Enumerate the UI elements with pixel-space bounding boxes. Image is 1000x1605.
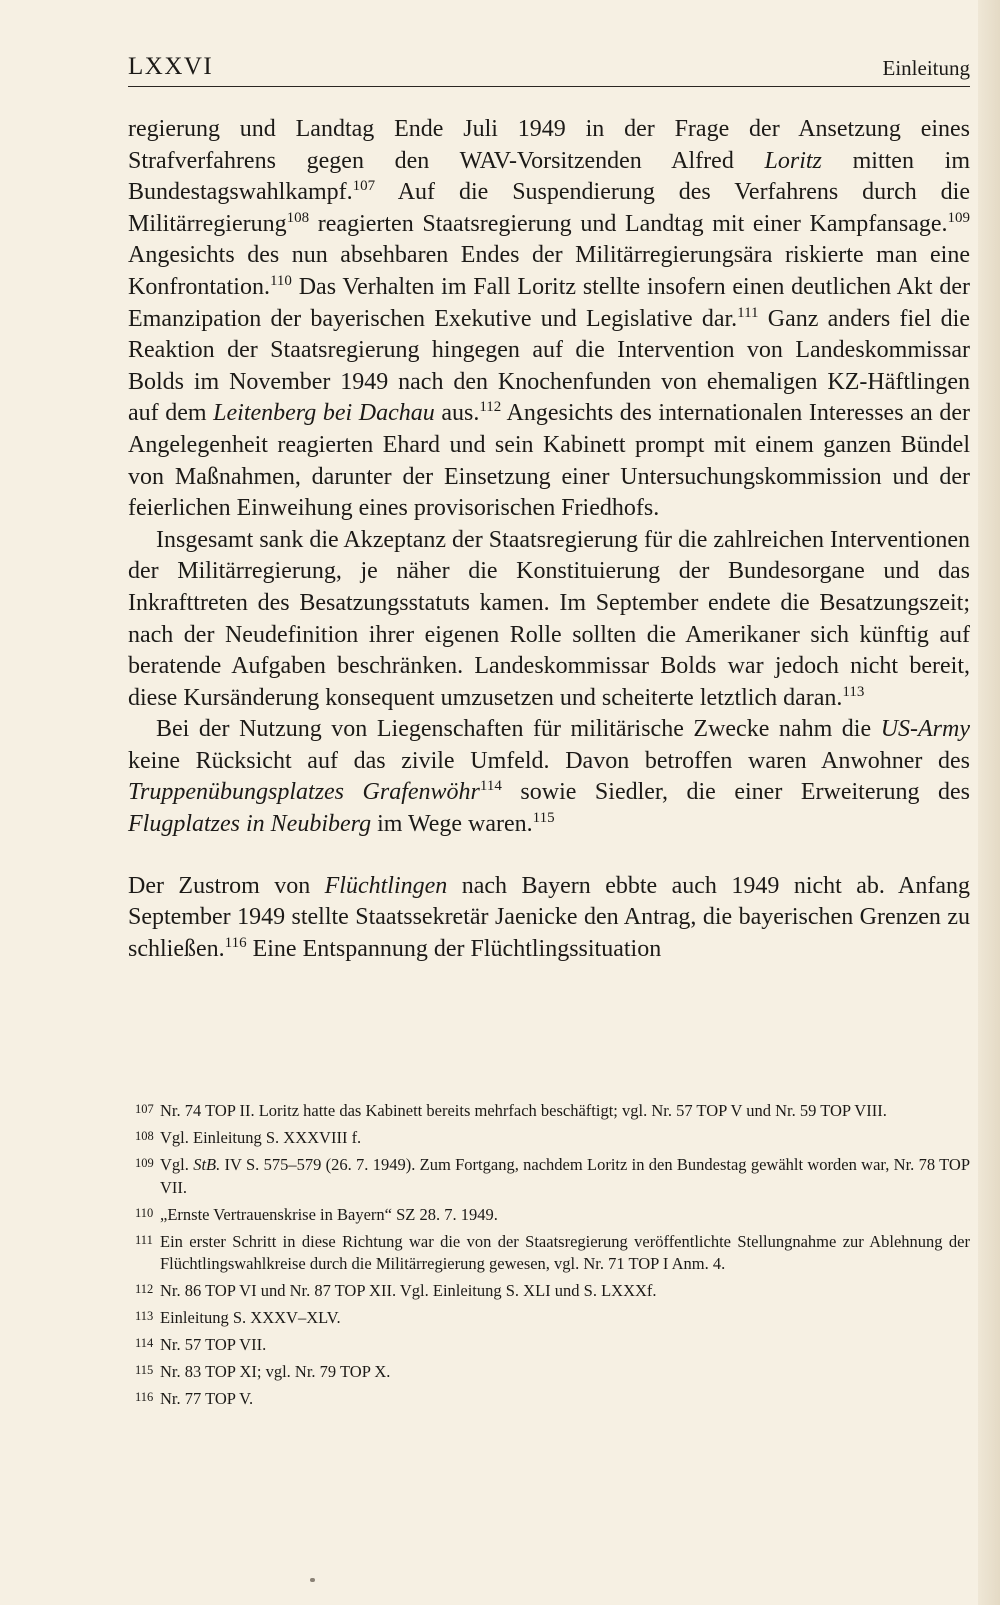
paragraph-1	[128, 114, 970, 525]
footnote-112	[135, 1280, 970, 1303]
footnote-113	[135, 1307, 970, 1330]
text-run: im Wege waren.	[371, 811, 533, 838]
footnote-number: 110	[135, 1205, 154, 1220]
footnote-number: 116	[135, 1390, 154, 1404]
footnote-111	[135, 1231, 970, 1276]
footnote-ref: 113	[842, 683, 865, 700]
footnote-ref: 112	[479, 399, 502, 416]
text-run: Ganz anders fiel die Reaktion der Staatsregierung hingegen auf die Intervention von Landeskommissar Bolds im November 1949 nach den Knochenfunden von ehemaligen KZ-Häftlingen auf dem	[128, 305, 970, 427]
running-title: Einleitung	[882, 56, 970, 80]
footnote-number: 107	[135, 1102, 154, 1116]
footnote-number: 113	[135, 1309, 154, 1323]
footnote-text: Nr. 57 TOP VII.	[160, 1335, 267, 1354]
footnote-text: Einleitung S. XXXV–XLV.	[160, 1308, 341, 1327]
footnote-116	[135, 1388, 970, 1411]
footnote-text: Nr. 77 TOP V.	[160, 1389, 254, 1408]
footnote-ref: 107	[352, 178, 376, 195]
text-run: Auf die Suspendierung des Verfahrens durch die Militärregierung	[128, 179, 970, 237]
footnote-ref: 109	[947, 209, 970, 226]
italic-term: Leitenberg bei Dachau	[213, 400, 435, 427]
text-run: Bei der Nutzung von Liegenschaften für militärische Zwecke nahm die	[156, 716, 881, 743]
paragraph-3	[128, 714, 970, 840]
footnote-number: 112	[135, 1282, 154, 1296]
footnote-text: Ein erster Schritt in diese Richtung war die von der Staatsregierung veröffentlichte Stellungnahme zur Ablehnung der Flüchtlingswahlkreise durch die Militärregierung gewesen, vgl. Nr. 71 TOP I Anm. 4.	[160, 1231, 970, 1273]
text-run: sowie Siedler, die einer Erweiterung des	[501, 779, 970, 806]
footnote-108	[135, 1127, 970, 1150]
page-number: LXXVI	[128, 53, 214, 80]
footnote-ref: 116	[224, 934, 247, 951]
footnote-number: 115	[135, 1363, 154, 1377]
footnote-text: Nr. 86 TOP VI und Nr. 87 TOP XII. Vgl. Einleitung S. XLI und S. LXXXf.	[160, 1281, 657, 1300]
italic-term: US-Army	[880, 716, 970, 743]
footnote-ref: 110	[269, 272, 292, 289]
footnote-107	[135, 1100, 970, 1123]
footnote-text: Vgl.	[160, 1155, 194, 1174]
italic-term: Truppenübungsplatzes Grafenwöhr	[128, 779, 480, 806]
footnote-italic: StB.	[193, 1155, 221, 1174]
paragraph-2	[128, 525, 970, 715]
footnotes	[135, 1100, 970, 1415]
italic-term: Flüchtlingen	[324, 872, 448, 899]
main-text	[128, 114, 970, 965]
footnote-number: 111	[135, 1232, 153, 1247]
footnote-ref: 114	[479, 778, 502, 795]
paragraph-4	[128, 871, 970, 966]
text-run: Der Zustrom von	[128, 872, 325, 899]
text-run: nach Bayern ebbte auch 1949 nicht ab. Anfang September 1949 stellte Staatssekretär Jaenicke den Antrag, die bayerischen Grenzen zu schließen.	[128, 872, 970, 962]
italic-term: Loritz	[764, 147, 822, 174]
footnote-number: 114	[135, 1336, 154, 1350]
footnote-number: 108	[135, 1129, 154, 1143]
italic-term: Flugplatzes in Neubiberg	[128, 811, 372, 838]
text-run: keine Rücksicht auf das zivile Umfeld. Davon betroffen waren Anwohner des	[128, 747, 970, 774]
footnote-115	[135, 1361, 970, 1384]
footnote-110	[135, 1204, 970, 1227]
text-run: Eine Entspannung der Flüchtlingssituation	[246, 935, 662, 962]
footnote-text: Nr. 74 TOP II. Loritz hatte das Kabinett bereits mehrfach beschäftigt; vgl. Nr. 57 TOP V und Nr. 59 TOP VIII.	[160, 1101, 887, 1120]
footnote-text: „Ernste Vertrauenskrise in Bayern“ SZ 28. 7. 1949.	[160, 1204, 498, 1224]
text-run: reagierten Staatsregierung und Landtag mit einer Kampfansage.	[309, 210, 948, 237]
footnote-ref: 108	[286, 209, 310, 226]
footnote-109	[135, 1154, 970, 1199]
text-run: Angesichts des nun absehbaren Endes der Militärregierungsära riskierte man eine Konfrontation.	[128, 242, 970, 300]
page-edge	[978, 0, 1000, 1605]
footnote-text: Vgl. Einleitung S. XXXVIII f.	[160, 1128, 362, 1147]
text-run: Das Verhalten im Fall Loritz stellte insofern einen deutlichen Akt der Emanzipation der bayerischen Exekutive und Legislative dar.	[128, 273, 970, 332]
footnote-number: 109	[135, 1156, 154, 1170]
text-run: aus.	[434, 400, 480, 427]
footnote-ref: 115	[532, 810, 555, 827]
footnote-114	[135, 1334, 970, 1357]
footnote-ref: 111	[737, 304, 759, 321]
footnote-text: Nr. 83 TOP XI; vgl. Nr. 79 TOP X.	[160, 1362, 391, 1381]
text-run: Angesichts des internationalen Interesses an der Angelegenheit reagierten Ehard und sein Kabinett prompt mit einem ganzen Bündel von Maßnahmen, darunter der Einsetzung einer Untersuchungskommission und der feierlichen Einweihung eines provisorischen Friedhofs.	[128, 400, 971, 522]
text-run: mitten im Bundestagswahlkampf.	[128, 147, 970, 206]
ink-smudge	[310, 1578, 315, 1582]
footnote-text: IV S. 575–579 (26. 7. 1949). Zum Fortgang, nachdem Loritz in den Bundestag gewählt worden war, Nr. 78 TOP VII.	[160, 1155, 970, 1197]
text-run: Insgesamt sank die Akzeptanz der Staatsregierung für die zahlreichen Interventionen der Militärregierung, je näher die Konstituierung der Bundesorgane und das Inkrafttreten des Besatzungsstatuts kamen. Im September endete die Besatzungszeit; nach der Neudefinition ihrer eigenen Rolle sollten die Amerikaner sich künftig auf beratende Aufgaben beschränken. Landeskommissar Bolds war jedoch nicht bereit, diese Kursänderung konsequent umzusetzen und scheiterte letztlich daran.	[128, 526, 970, 711]
running-header	[128, 52, 970, 87]
text-run: regierung und Landtag Ende Juli 1949 in der Frage der Ansetzung eines Strafverfahrens gegen den WAV-Vorsitzenden Alfred	[128, 116, 970, 174]
